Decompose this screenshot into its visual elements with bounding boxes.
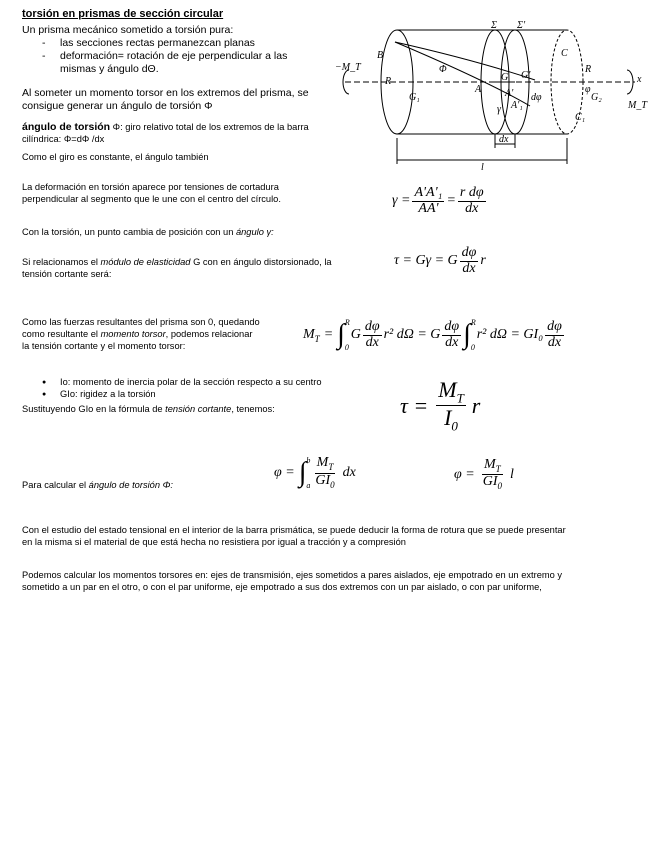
page-title: torsión en prismas de sección circular	[22, 8, 224, 20]
equation-tau: τ = Gγ = G $\frac{d\varphi}{dx}$ r	[394, 245, 486, 276]
equation-phi-integral: φ = ∫ b a $\frac{M_T}{GI_0}$ dx	[274, 455, 356, 490]
cylinder-torsion-figure	[335, 20, 645, 178]
label-x: x	[637, 74, 642, 85]
label-g2: G₂	[591, 92, 602, 103]
label-l: l	[481, 162, 484, 173]
paragraph-angulo: ángulo de torsión Φ: giro relativo total de los extremos de la barra cilíndrica: Φ=dΦ /dx	[22, 121, 309, 145]
integral-symbol: ∫	[337, 319, 345, 350]
paragraph-estado-tensional: Con el estudio del estado tensional en el interior de la barra prismática, se puede deducir la forma de rotura que se puede presentar en la misma si el material de que está hecha no resistiera por igual a tracción y a compresión	[22, 525, 566, 548]
list-item: - las secciones rectas permanezcan planas	[22, 37, 322, 50]
list-item: ● GIo: rigidez a la torsión	[22, 388, 402, 400]
label-a-prime-1: A'₁	[511, 100, 523, 111]
label-a: A	[475, 84, 482, 95]
label-g-prime: G'	[521, 70, 531, 81]
paragraph-modulo: Si relacionamos el módulo de elasticidad G con en ángulo distorsionado, la tensión cortante será:	[22, 257, 332, 280]
integral-symbol: ∫	[463, 319, 471, 350]
generatrix-twisted	[395, 42, 535, 80]
paragraph-sustituyendo: Sustituyendo GIo en la fórmula de tensión cortante, tenemos:	[22, 404, 275, 414]
paragraph-calcular-phi: Para calcular el ángulo de torsión Φ:	[22, 480, 173, 490]
paragraph-deformacion: La deformación en torsión aparece por tensiones de cortadura perpendicular al segmento que le une con el centro del círculo.	[22, 182, 281, 205]
label-sigma: Σ	[491, 20, 497, 31]
integral-symbol: ∫	[298, 457, 307, 488]
label-r-right: R	[585, 64, 592, 75]
intro-text: Un prisma mecánico sometido a torsión pura:	[22, 24, 234, 36]
bullet-list-1	[22, 37, 322, 76]
bullet-list-2	[22, 376, 402, 400]
label-a-prime: A'	[505, 88, 514, 99]
equation-gamma: γ = $\frac{\text{A'A'₁}}{AA'}$ = $\frac{\text{r dφ}}{dx}$	[392, 185, 484, 216]
label-phi-small: φ	[585, 84, 591, 95]
equation-tau-mt: τ = $\frac{M_T}{I_0}$ r	[400, 377, 481, 434]
label-dphi: dφ	[531, 92, 542, 103]
term-angulo-torsion: ángulo de torsión	[22, 121, 111, 133]
paragraph-fuerzas: Como las fuerzas resultantes del prisma son 0, quedando como resultante el momento torsor, podemos relacionar la tensión cortante y el momento torsor:	[22, 317, 260, 352]
list-item: ● Io: momento de inercia polar de la sección respecto a su centro	[22, 376, 402, 388]
label-dx: dx	[499, 134, 509, 145]
list-item: - deformación= rotación de eje perpendicular a las mismas y ángulo dΘ.	[22, 50, 322, 76]
label-g: G	[501, 72, 509, 83]
label-mt: M_T	[628, 100, 647, 111]
label-c1: C₁	[575, 112, 586, 123]
paragraph-momento: Al someter un momento torsor en los extremos del prisma, se consigue generar un ángulo de torsión Φ	[22, 87, 309, 112]
label-g1: G₁	[409, 92, 420, 103]
label-sigma-prime: Σ'	[517, 20, 526, 31]
label-b: B	[377, 50, 384, 61]
label-phi: Φ	[439, 64, 447, 75]
label-c: C	[561, 48, 568, 59]
paragraph-angulo-gamma: Con la torsión, un punto cambia de posición con un ángulo γ:	[22, 227, 274, 237]
label-r-left: R	[385, 76, 392, 87]
paragraph-momentos-torsores: Podemos calcular los momentos torsores en: ejes de transmisión, ejes sometidos a pares aislados, eje empotrado en un extremo y sometido a un par en el otro, o con el par uniforme, eje empotrado a sus dos extremos con un par aislado, o con par uniforme,	[22, 570, 563, 593]
label-gamma: γ	[497, 104, 501, 115]
equation-phi-simple: φ = $\frac{M_T}{GI_0}$ l	[454, 457, 514, 492]
equation-momento-torsor: $M_T$ = ∫ R 0 G $\frac{d\varphi}{dx}$ r² dΩ = G $\frac{d\varphi}{dx}$ ∫ R 0 r² dΩ = GI₀ $\frac{d\varphi}{dx}$	[303, 318, 562, 352]
label-minus-mt: −M_T	[335, 62, 361, 73]
paragraph-giro: Como el giro es constante, el ángulo también	[22, 152, 209, 162]
